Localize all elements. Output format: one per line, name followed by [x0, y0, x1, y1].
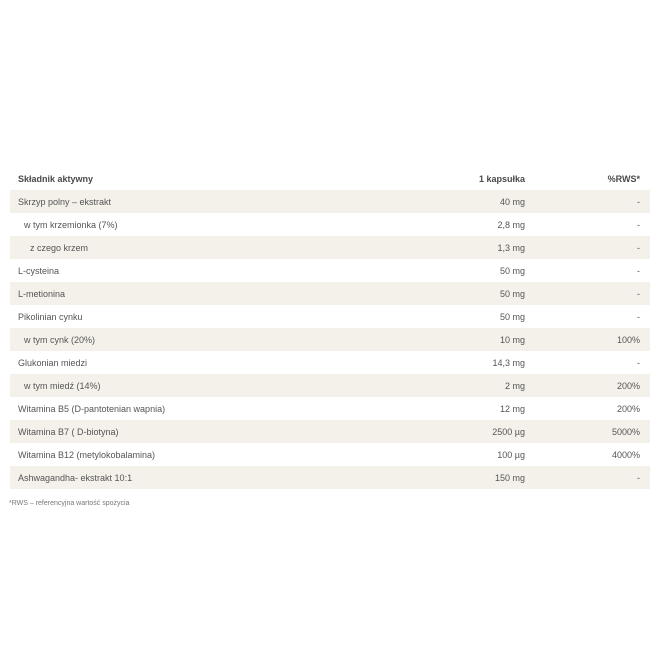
nutrition-table-container	[10, 167, 640, 489]
table-body	[10, 190, 650, 489]
table-row	[10, 259, 650, 282]
ingredient-cell: Ashwagandha- ekstrakt 10:1	[10, 466, 348, 489]
table-row	[10, 282, 650, 305]
amount-cell: 2 mg	[348, 374, 525, 397]
table-row	[10, 466, 650, 489]
amount-cell: 2500 µg	[348, 420, 525, 443]
header-rws: %RWS*	[607, 173, 640, 184]
ingredient-cell: Witamina B12 (metylokobalamina)	[18, 449, 156, 460]
nutrition-table	[10, 167, 650, 489]
table-row	[10, 236, 650, 259]
rws-cell: 5000%	[525, 420, 650, 443]
amount-cell: 50 mg	[499, 311, 525, 322]
table-row	[10, 420, 650, 443]
table-row	[10, 443, 650, 466]
table-row	[10, 190, 650, 213]
header-amount: 1 kapsułka	[478, 173, 525, 184]
amount-cell: 10 mg	[348, 328, 525, 351]
amount-cell: 50 mg	[499, 265, 525, 276]
table-row	[10, 351, 650, 374]
rws-cell: -	[637, 219, 640, 230]
amount-cell: 14,3 mg	[492, 357, 525, 368]
rws-cell: -	[525, 282, 650, 305]
ingredient-cell: z czego krzem	[10, 236, 348, 259]
rws-cell: 100%	[525, 328, 650, 351]
ingredient-cell: w tym cynk (20%)	[10, 328, 348, 351]
ingredient-cell: L-metionina	[10, 282, 348, 305]
ingredient-cell: w tym krzemionka (7%)	[24, 219, 118, 230]
amount-cell: 12 mg	[499, 403, 525, 414]
table-row	[10, 397, 650, 420]
ingredient-cell: Skrzyp polny – ekstrakt	[10, 190, 348, 213]
amount-cell: 40 mg	[348, 190, 525, 213]
rws-cell: 4000%	[611, 449, 640, 460]
ingredient-cell: Pikolinian cynku	[18, 311, 83, 322]
amount-cell: 2,8 mg	[497, 219, 525, 230]
table-row	[10, 328, 650, 351]
rws-cell: -	[637, 265, 640, 276]
ingredient-cell: Witamina B5 (D-pantotenian wapnia)	[18, 403, 166, 414]
ingredient-cell: w tym miedź (14%)	[10, 374, 348, 397]
amount-cell: 1,3 mg	[348, 236, 525, 259]
rws-cell: -	[525, 466, 650, 489]
table-row	[10, 374, 650, 397]
amount-cell: 150 mg	[348, 466, 525, 489]
ingredient-cell: Glukonian miedzi	[18, 357, 88, 368]
ingredient-cell: L-cysteina	[18, 265, 60, 276]
ingredient-cell: Witamina B7 ( D-biotyna)	[10, 420, 348, 443]
amount-cell: 100 µg	[497, 449, 525, 460]
rws-cell: 200%	[616, 403, 640, 414]
rws-cell: 200%	[525, 374, 650, 397]
rws-cell: -	[525, 236, 650, 259]
table-row	[10, 213, 650, 236]
table-header-row	[10, 167, 650, 190]
rws-cell: -	[525, 190, 650, 213]
rws-cell: -	[637, 311, 640, 322]
rws-footnote: *RWS – referencyjna wartość spożycia	[9, 500, 130, 507]
table-row	[10, 305, 650, 328]
rws-cell: -	[637, 357, 640, 368]
amount-cell: 50 mg	[348, 282, 525, 305]
header-ingredient: Składnik aktywny	[18, 173, 94, 184]
